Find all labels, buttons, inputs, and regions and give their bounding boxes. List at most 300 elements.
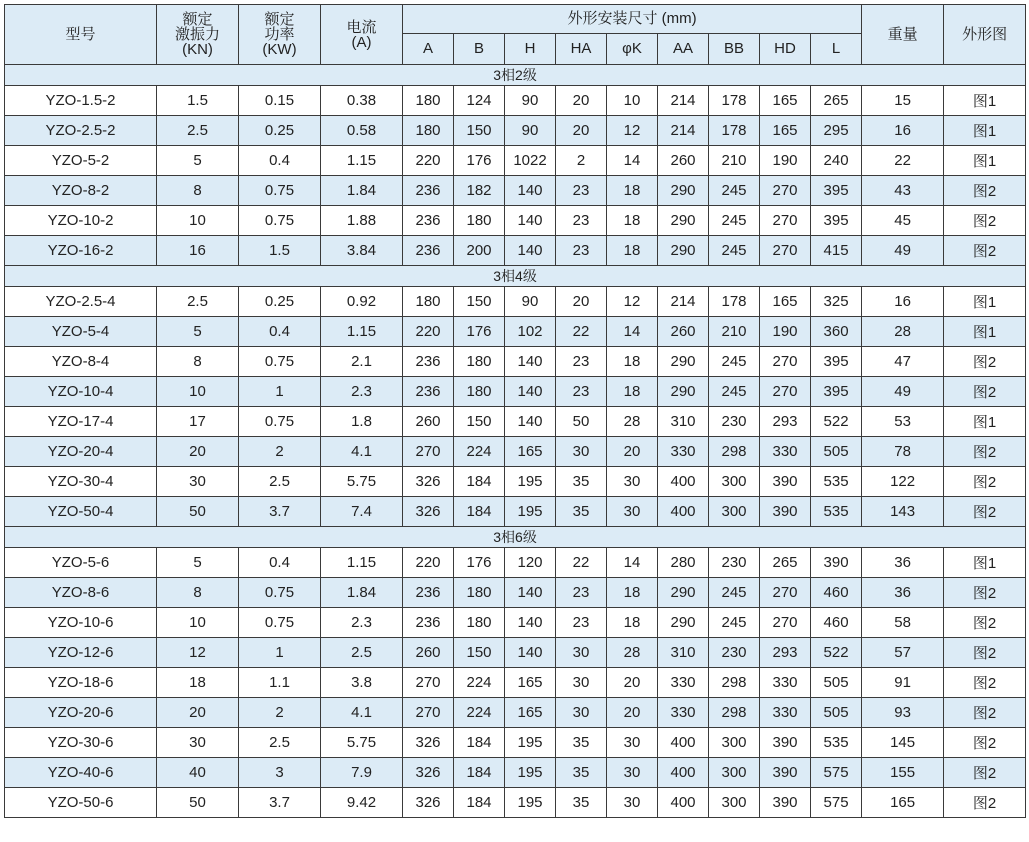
table-cell: 140 <box>505 407 556 437</box>
table-cell: 12 <box>157 638 239 668</box>
table-cell: 18 <box>607 176 658 206</box>
table-cell: 35 <box>556 788 607 818</box>
table-cell: 326 <box>403 467 454 497</box>
table-cell: 1.5 <box>239 236 321 266</box>
table-cell: 298 <box>709 437 760 467</box>
table-cell: 14 <box>607 146 658 176</box>
table-cell: 326 <box>403 788 454 818</box>
table-cell: 236 <box>403 608 454 638</box>
table-cell: 270 <box>760 347 811 377</box>
table-cell: 400 <box>658 728 709 758</box>
table-cell: 290 <box>658 236 709 266</box>
table-cell: 图2 <box>944 608 1026 638</box>
table-cell: 245 <box>709 206 760 236</box>
table-cell: 180 <box>454 347 505 377</box>
table-cell: 49 <box>862 377 944 407</box>
table-row <box>5 236 1026 266</box>
table-row <box>5 788 1026 818</box>
table-cell: 图1 <box>944 146 1026 176</box>
table-cell: 360 <box>811 317 862 347</box>
table-cell: 1.84 <box>321 578 403 608</box>
table-cell: 155 <box>862 758 944 788</box>
table-cell: 10 <box>157 377 239 407</box>
table-cell: 280 <box>658 548 709 578</box>
table-cell: 22 <box>862 146 944 176</box>
table-cell: 330 <box>658 668 709 698</box>
table-cell: 180 <box>454 608 505 638</box>
table-cell: 1 <box>239 377 321 407</box>
table-row <box>5 317 1026 347</box>
table-cell: 35 <box>556 728 607 758</box>
table-cell: 240 <box>811 146 862 176</box>
table-cell: 28 <box>607 407 658 437</box>
table-cell: 184 <box>454 728 505 758</box>
table-cell: 5 <box>157 317 239 347</box>
table-cell: 28 <box>607 638 658 668</box>
table-cell: 17 <box>157 407 239 437</box>
header-dim-6: BB <box>709 34 760 65</box>
table-cell: 图2 <box>944 578 1026 608</box>
table-cell: 1022 <box>505 146 556 176</box>
table-cell: 290 <box>658 377 709 407</box>
table-cell: 165 <box>760 86 811 116</box>
table-cell: 184 <box>454 788 505 818</box>
table-cell: 47 <box>862 347 944 377</box>
table-cell: 93 <box>862 698 944 728</box>
table-cell: 16 <box>862 116 944 146</box>
table-cell: 2 <box>239 437 321 467</box>
table-cell: 245 <box>709 377 760 407</box>
header-force-line1: 额定 <box>182 11 213 28</box>
table-cell: 236 <box>403 347 454 377</box>
table-cell: 20 <box>607 668 658 698</box>
model-cell: YZO-5-4 <box>5 317 157 347</box>
table-cell: 0.75 <box>239 407 321 437</box>
table-cell: 20 <box>607 437 658 467</box>
table-cell: 图2 <box>944 728 1026 758</box>
table-cell: 190 <box>760 146 811 176</box>
table-cell: 143 <box>862 497 944 527</box>
table-cell: 400 <box>658 497 709 527</box>
table-cell: 30 <box>556 698 607 728</box>
table-cell: 180 <box>403 86 454 116</box>
table-cell: 210 <box>709 317 760 347</box>
group-row <box>5 266 1026 287</box>
table-cell: 0.15 <box>239 86 321 116</box>
table-cell: 270 <box>760 176 811 206</box>
table-cell: 50 <box>556 407 607 437</box>
table-cell: 23 <box>556 176 607 206</box>
table-cell: 390 <box>811 548 862 578</box>
table-cell: 230 <box>709 638 760 668</box>
table-cell: 0.75 <box>239 578 321 608</box>
table-cell: 178 <box>709 116 760 146</box>
table-cell: 12 <box>607 287 658 317</box>
table-cell: 176 <box>454 146 505 176</box>
table-cell: 30 <box>556 437 607 467</box>
table-cell: 395 <box>811 347 862 377</box>
table-cell: 图1 <box>944 287 1026 317</box>
table-row <box>5 407 1026 437</box>
table-cell: 0.25 <box>239 287 321 317</box>
table-row <box>5 86 1026 116</box>
table-cell: 575 <box>811 758 862 788</box>
table-cell: 43 <box>862 176 944 206</box>
model-cell: YZO-20-6 <box>5 698 157 728</box>
table-cell: 245 <box>709 236 760 266</box>
model-cell: YZO-40-6 <box>5 758 157 788</box>
table-cell: 5.75 <box>321 467 403 497</box>
table-cell: 30 <box>157 728 239 758</box>
table-cell: 7.9 <box>321 758 403 788</box>
table-cell: 23 <box>556 236 607 266</box>
header-figure: 外形图 <box>944 5 1026 65</box>
header-force-unit: (KN) <box>182 41 213 58</box>
table-cell: 505 <box>811 668 862 698</box>
table-cell: 0.75 <box>239 608 321 638</box>
table-cell: 298 <box>709 668 760 698</box>
table-cell: 522 <box>811 638 862 668</box>
table-cell: 176 <box>454 548 505 578</box>
table-cell: 310 <box>658 638 709 668</box>
table-cell: 265 <box>760 548 811 578</box>
table-cell: 150 <box>454 287 505 317</box>
table-cell: 18 <box>157 668 239 698</box>
table-cell: 214 <box>658 287 709 317</box>
table-cell: 575 <box>811 788 862 818</box>
header-dim-5: AA <box>658 34 709 65</box>
table-cell: 400 <box>658 758 709 788</box>
table-cell: 180 <box>403 116 454 146</box>
table-cell: 20 <box>157 437 239 467</box>
table-cell: 8 <box>157 578 239 608</box>
table-cell: 3.7 <box>239 788 321 818</box>
table-cell: 236 <box>403 377 454 407</box>
table-cell: 18 <box>607 377 658 407</box>
table-cell: 14 <box>607 317 658 347</box>
table-cell: 460 <box>811 578 862 608</box>
table-cell: 195 <box>505 788 556 818</box>
table-cell: 3.84 <box>321 236 403 266</box>
table-cell: 290 <box>658 347 709 377</box>
table-cell: 460 <box>811 608 862 638</box>
table-cell: 1.15 <box>321 548 403 578</box>
table-cell: 270 <box>403 698 454 728</box>
header-dim-7: HD <box>760 34 811 65</box>
table-cell: 293 <box>760 407 811 437</box>
table-cell: 195 <box>505 758 556 788</box>
table-cell: 270 <box>760 377 811 407</box>
table-cell: 326 <box>403 758 454 788</box>
table-cell: 224 <box>454 668 505 698</box>
table-cell: 325 <box>811 287 862 317</box>
model-cell: YZO-10-6 <box>5 608 157 638</box>
model-cell: YZO-50-4 <box>5 497 157 527</box>
table-cell: 图1 <box>944 317 1026 347</box>
table-cell: 180 <box>454 206 505 236</box>
table-cell: 16 <box>862 287 944 317</box>
table-cell: 22 <box>556 548 607 578</box>
table-cell: 150 <box>454 407 505 437</box>
table-cell: 224 <box>454 698 505 728</box>
table-cell: 182 <box>454 176 505 206</box>
table-cell: 18 <box>607 578 658 608</box>
table-cell: 5 <box>157 548 239 578</box>
table-cell: 535 <box>811 497 862 527</box>
header-dims-group: 外形安装尺寸 (mm) <box>403 5 862 34</box>
table-cell: 140 <box>505 608 556 638</box>
header-dim-1: B <box>454 34 505 65</box>
table-cell: 12 <box>607 116 658 146</box>
table-cell: 20 <box>556 86 607 116</box>
table-cell: 505 <box>811 698 862 728</box>
table-cell: 270 <box>760 206 811 236</box>
table-cell: 236 <box>403 236 454 266</box>
header-current <box>321 5 403 65</box>
table-cell: 220 <box>403 317 454 347</box>
table-cell: 165 <box>505 437 556 467</box>
table-cell: 330 <box>760 698 811 728</box>
table-cell: 326 <box>403 497 454 527</box>
table-cell: 20 <box>607 698 658 728</box>
table-cell: 260 <box>658 317 709 347</box>
table-cell: 40 <box>157 758 239 788</box>
table-cell: 14 <box>607 548 658 578</box>
model-cell: YZO-8-4 <box>5 347 157 377</box>
table-cell: 140 <box>505 377 556 407</box>
table-cell: 0.58 <box>321 116 403 146</box>
table-cell: 102 <box>505 317 556 347</box>
table-row <box>5 176 1026 206</box>
group-row <box>5 65 1026 86</box>
table-cell: 390 <box>760 467 811 497</box>
table-cell: 330 <box>658 698 709 728</box>
header-dim-0: A <box>403 34 454 65</box>
table-cell: 150 <box>454 116 505 146</box>
table-cell: 图2 <box>944 497 1026 527</box>
table-cell: 36 <box>862 578 944 608</box>
table-cell: 50 <box>157 497 239 527</box>
group-label: 3相4级 <box>5 266 1026 287</box>
table-cell: 390 <box>760 728 811 758</box>
table-cell: 2 <box>239 698 321 728</box>
table-row <box>5 638 1026 668</box>
table-cell: 36 <box>862 548 944 578</box>
table-cell: 35 <box>556 497 607 527</box>
table-cell: 2.1 <box>321 347 403 377</box>
header-force <box>157 5 239 65</box>
table-cell: 90 <box>505 86 556 116</box>
table-cell: 91 <box>862 668 944 698</box>
table-cell: 18 <box>607 236 658 266</box>
table-cell: 10 <box>157 608 239 638</box>
table-cell: 505 <box>811 437 862 467</box>
table-cell: 330 <box>760 668 811 698</box>
model-cell: YZO-10-4 <box>5 377 157 407</box>
table-cell: 184 <box>454 467 505 497</box>
table-cell: 8 <box>157 347 239 377</box>
model-cell: YZO-5-6 <box>5 548 157 578</box>
table-body <box>5 65 1026 818</box>
table-cell: 140 <box>505 206 556 236</box>
table-cell: 400 <box>658 467 709 497</box>
table-cell: 2.5 <box>239 728 321 758</box>
table-cell: 165 <box>862 788 944 818</box>
table-cell: 图2 <box>944 236 1026 266</box>
table-cell: 195 <box>505 728 556 758</box>
header-model: 型号 <box>5 5 157 65</box>
header-power <box>239 5 321 65</box>
model-cell: YZO-8-6 <box>5 578 157 608</box>
group-row <box>5 527 1026 548</box>
table-cell: 图2 <box>944 668 1026 698</box>
table-cell: 300 <box>709 467 760 497</box>
table-cell: 390 <box>760 788 811 818</box>
table-cell: 150 <box>454 638 505 668</box>
table-cell: 0.4 <box>239 548 321 578</box>
model-cell: YZO-50-6 <box>5 788 157 818</box>
table-cell: 图1 <box>944 116 1026 146</box>
table-cell: 224 <box>454 437 505 467</box>
table-cell: 326 <box>403 728 454 758</box>
table-cell: 30 <box>607 758 658 788</box>
table-cell: 49 <box>862 236 944 266</box>
table-cell: 图2 <box>944 467 1026 497</box>
table-cell: 35 <box>556 758 607 788</box>
table-cell: 0.75 <box>239 206 321 236</box>
table-cell: 200 <box>454 236 505 266</box>
table-cell: 图2 <box>944 758 1026 788</box>
table-cell: 28 <box>862 317 944 347</box>
table-cell: 195 <box>505 467 556 497</box>
table-cell: 18 <box>607 608 658 638</box>
table-cell: 165 <box>505 698 556 728</box>
table-cell: 165 <box>760 116 811 146</box>
table-cell: 1 <box>239 638 321 668</box>
header-power-line1: 额定 <box>264 11 295 28</box>
table-row <box>5 698 1026 728</box>
table-row <box>5 146 1026 176</box>
table-cell: 图2 <box>944 638 1026 668</box>
table-cell: 293 <box>760 638 811 668</box>
model-cell: YZO-20-4 <box>5 437 157 467</box>
table-cell: 0.4 <box>239 317 321 347</box>
table-cell: 245 <box>709 347 760 377</box>
table-cell: 260 <box>658 146 709 176</box>
table-cell: 23 <box>556 578 607 608</box>
table-cell: 124 <box>454 86 505 116</box>
table-row <box>5 116 1026 146</box>
table-cell: 178 <box>709 86 760 116</box>
header-current-unit: (A) <box>351 33 372 51</box>
table-cell: 3 <box>239 758 321 788</box>
table-cell: 245 <box>709 608 760 638</box>
header-weight: 重量 <box>862 5 944 65</box>
table-cell: 122 <box>862 467 944 497</box>
table-cell: 58 <box>862 608 944 638</box>
table-cell: 30 <box>556 668 607 698</box>
table-cell: 165 <box>760 287 811 317</box>
table-row <box>5 287 1026 317</box>
table-cell: 0.38 <box>321 86 403 116</box>
table-cell: 270 <box>403 437 454 467</box>
table-cell: 2.5 <box>239 467 321 497</box>
table-cell: 230 <box>709 407 760 437</box>
model-cell: YZO-1.5-2 <box>5 86 157 116</box>
table-cell: 395 <box>811 377 862 407</box>
table-row <box>5 608 1026 638</box>
table-cell: 4.1 <box>321 437 403 467</box>
table-cell: 290 <box>658 176 709 206</box>
table-cell: 0.4 <box>239 146 321 176</box>
model-cell: YZO-30-6 <box>5 728 157 758</box>
table-cell: 270 <box>403 668 454 698</box>
table-cell: 330 <box>760 437 811 467</box>
table-cell: 9.42 <box>321 788 403 818</box>
header-power-unit: (KW) <box>262 41 297 58</box>
table-cell: 2.5 <box>157 287 239 317</box>
table-cell: 23 <box>556 206 607 236</box>
table-cell: 140 <box>505 347 556 377</box>
table-cell: 30 <box>607 497 658 527</box>
table-cell: 30 <box>157 467 239 497</box>
table-cell: 236 <box>403 206 454 236</box>
table-cell: 230 <box>709 548 760 578</box>
table-cell: 300 <box>709 758 760 788</box>
table-row <box>5 548 1026 578</box>
table-cell: 390 <box>760 758 811 788</box>
table-cell: 210 <box>709 146 760 176</box>
table-cell: 535 <box>811 728 862 758</box>
table-row <box>5 758 1026 788</box>
table-cell: 1.8 <box>321 407 403 437</box>
table-row <box>5 206 1026 236</box>
table-cell: 236 <box>403 578 454 608</box>
spec-table <box>4 4 1026 818</box>
table-cell: 395 <box>811 176 862 206</box>
model-cell: YZO-18-6 <box>5 668 157 698</box>
table-cell: 3.7 <box>239 497 321 527</box>
table-cell: 10 <box>607 86 658 116</box>
table-cell: 184 <box>454 497 505 527</box>
table-cell: 290 <box>658 578 709 608</box>
table-cell: 18 <box>607 347 658 377</box>
table-cell: 0.75 <box>239 176 321 206</box>
table-cell: 图2 <box>944 176 1026 206</box>
table-cell: 图1 <box>944 407 1026 437</box>
table-cell: 30 <box>607 728 658 758</box>
table-cell: 400 <box>658 788 709 818</box>
header-dim-2: H <box>505 34 556 65</box>
table-cell: 0.25 <box>239 116 321 146</box>
table-cell: 195 <box>505 497 556 527</box>
table-cell: 1.15 <box>321 317 403 347</box>
model-cell: YZO-2.5-4 <box>5 287 157 317</box>
table-cell: 53 <box>862 407 944 437</box>
table-cell: 30 <box>607 467 658 497</box>
table-cell: 220 <box>403 146 454 176</box>
header-power-line2: 功率 <box>264 26 295 43</box>
table-cell: 140 <box>505 578 556 608</box>
table-cell: 90 <box>505 287 556 317</box>
table-cell: 184 <box>454 758 505 788</box>
table-cell: 270 <box>760 236 811 266</box>
table-cell: 290 <box>658 608 709 638</box>
table-cell: 178 <box>709 287 760 317</box>
table-cell: 57 <box>862 638 944 668</box>
table-cell: 415 <box>811 236 862 266</box>
table-cell: 8 <box>157 176 239 206</box>
